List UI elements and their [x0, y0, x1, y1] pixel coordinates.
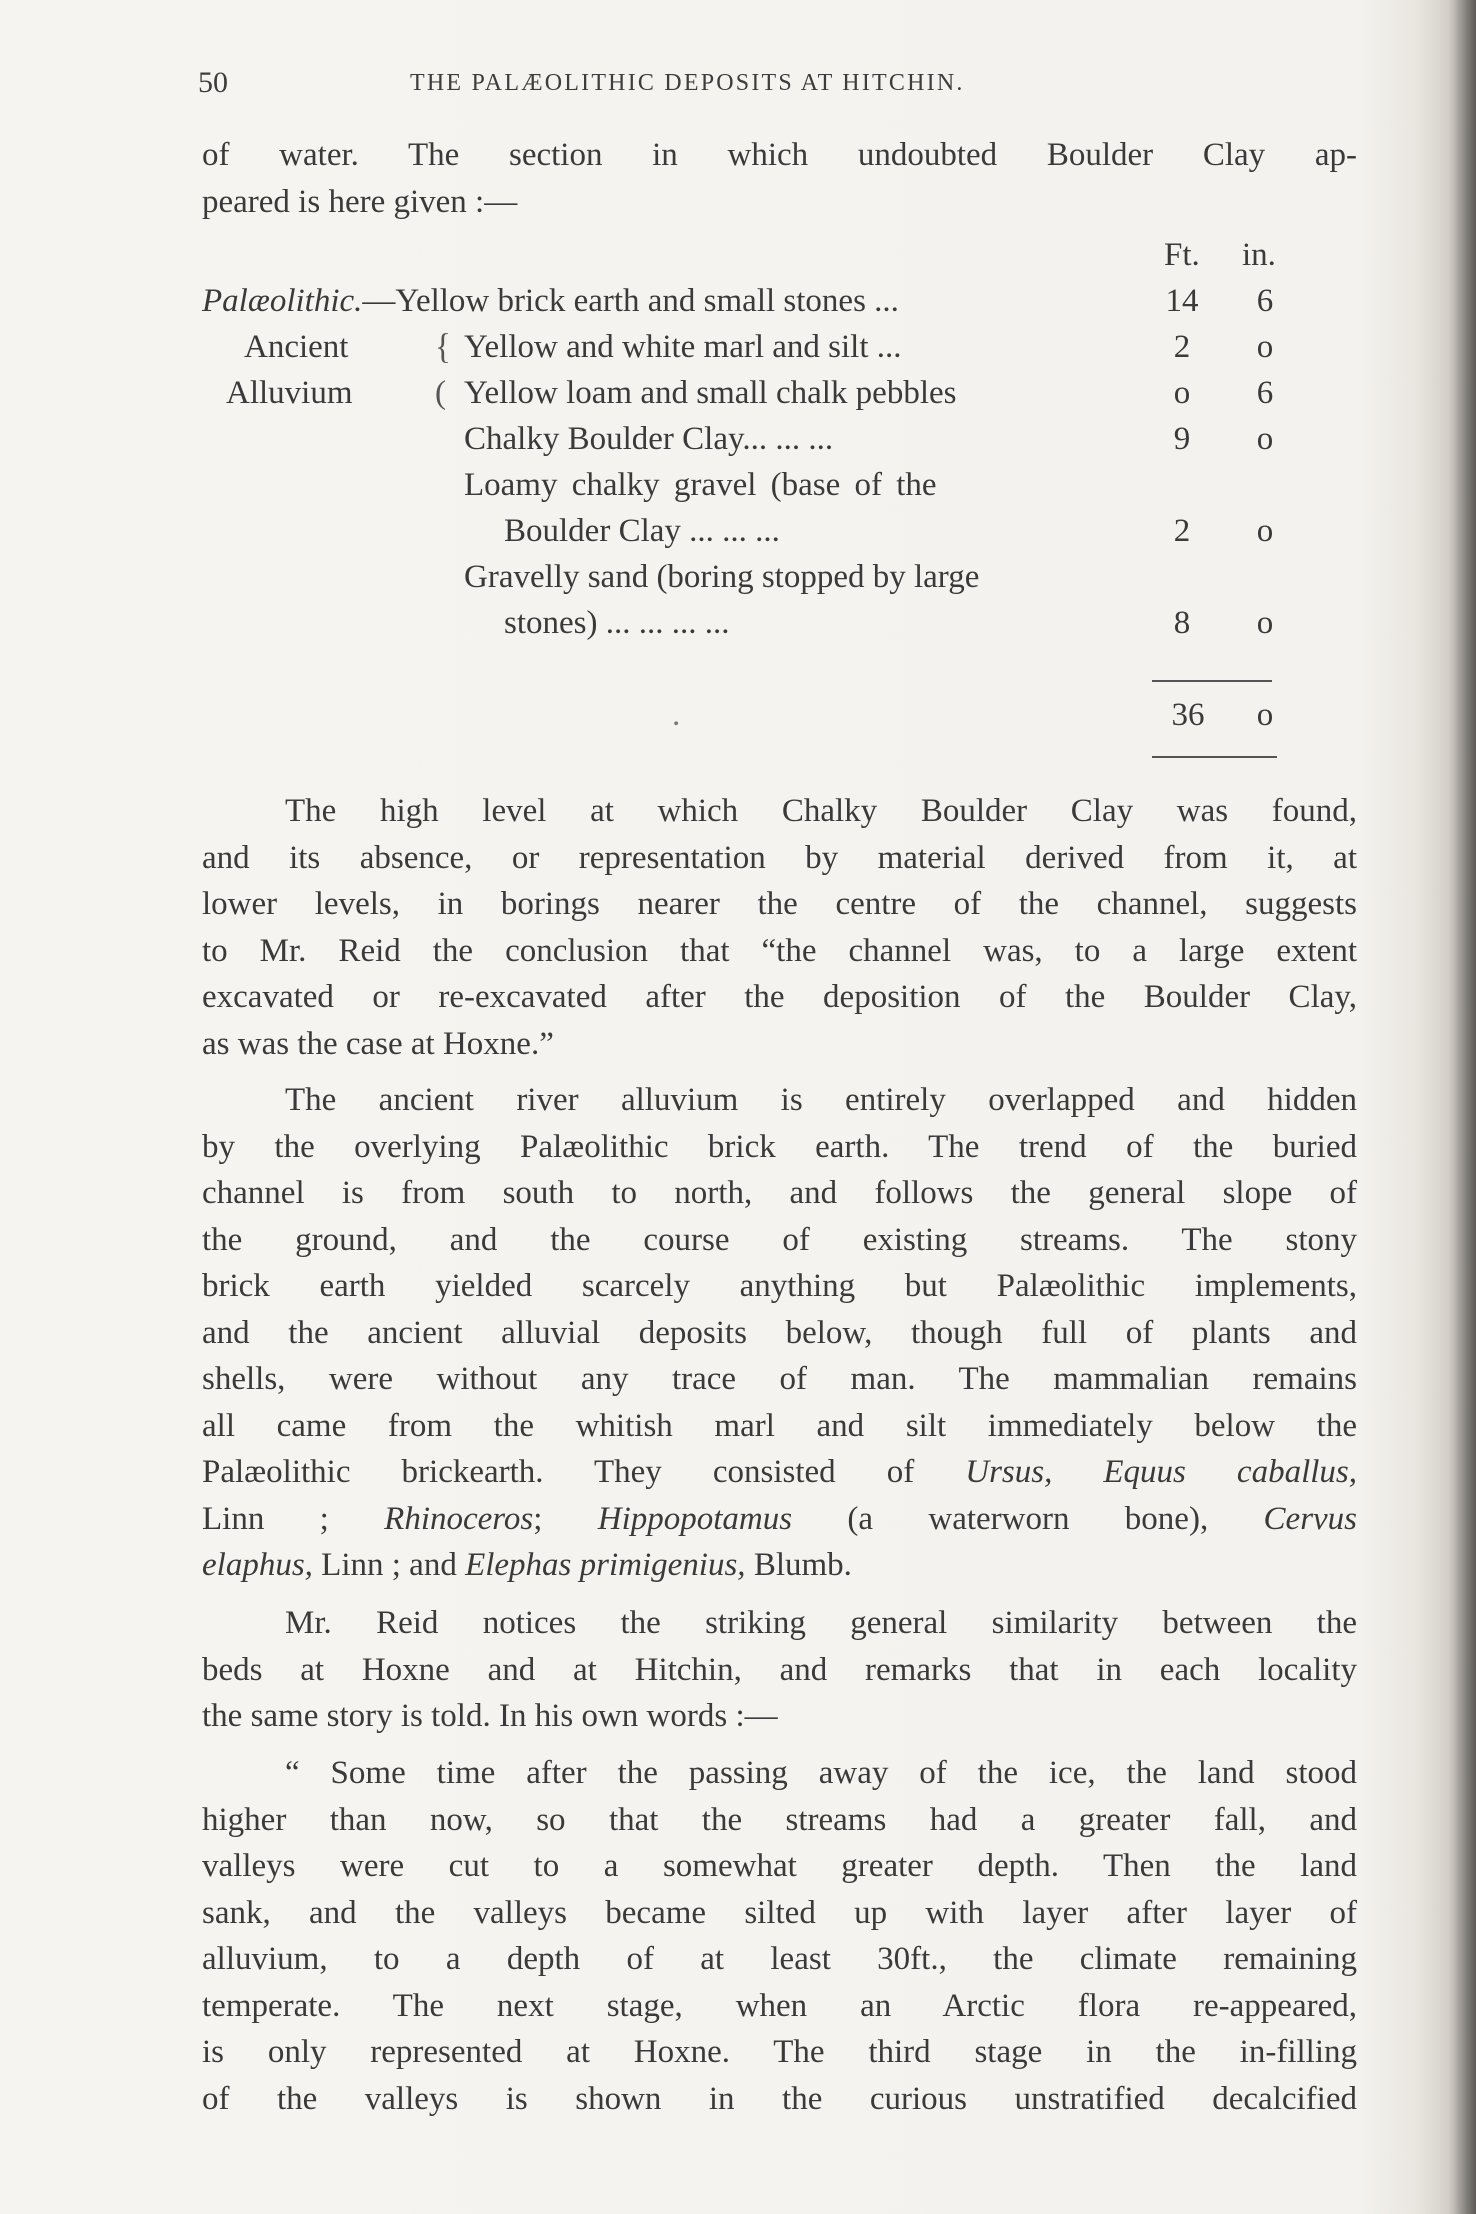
row-label-text: Loamy chalky gravel (base of the — [464, 467, 937, 503]
text-line: and the ancient alluvial deposits below, though full of plants and — [202, 1314, 1357, 1351]
row-ft: o — [1173, 375, 1191, 411]
page-edge-shadow — [1448, 0, 1476, 2214]
row-ft: 14 — [1165, 283, 1199, 319]
text-line: “ Some time after the passing away of the ice, the land stood — [285, 1755, 1357, 1791]
text-line: to Mr. Reid the conclusion that “the channel was, to a large extent — [202, 932, 1357, 969]
text-line: is only represented at Hoxne. The third stage in the in-filling — [202, 2034, 1357, 2070]
row-in: 6 — [1256, 375, 1274, 411]
text-line: lower levels, in borings nearer the centre of the channel, suggests — [202, 886, 1357, 922]
brace-bottom: ( — [435, 375, 446, 411]
text-line: by the overlying Palæolithic brick earth. The trend of the buried — [202, 1128, 1357, 1165]
text-line: the same story is told. In his own words :— — [202, 1698, 778, 1734]
text-line: peared is here given :— — [202, 183, 518, 220]
text-line: channel is from south to north, and follows the general slope of — [202, 1175, 1357, 1211]
row-in: o — [1256, 605, 1274, 641]
row-ft: 8 — [1173, 605, 1191, 641]
stray-dot: . — [672, 697, 681, 733]
table-row — [202, 559, 1282, 605]
row-label-text: Yellow and white marl and silt ... — [464, 329, 902, 365]
table-row — [202, 513, 1282, 559]
text-line: sank, and the valleys became silted up with layer after layer of — [202, 1894, 1357, 1931]
row-group-label: Alluvium — [226, 375, 353, 411]
text-segment: Linn ; — [202, 1500, 329, 1537]
text-segment: (a waterworn bone), — [847, 1500, 1209, 1537]
text-line: The ancient river alluvium is entirely overlapped and hidden — [285, 1082, 1357, 1118]
page-number: 50 — [198, 66, 228, 99]
text-line: The high level at which Chalky Boulder Clay was found, — [285, 793, 1357, 829]
running-title: THE PALÆOLITHIC DEPOSITS AT HITCHIN. — [410, 70, 965, 96]
table-row — [202, 421, 1282, 467]
row-label-text: Boulder Clay ... ... ... — [504, 513, 780, 549]
text-line: alluvium, to a depth of at least 30ft., the climate remaining — [202, 1941, 1357, 1977]
text-segment: Linn ; and — [321, 1547, 457, 1583]
total-ft: 36 — [1171, 697, 1205, 733]
text-segment: Blumb. — [753, 1547, 852, 1583]
row-ft: 9 — [1173, 421, 1191, 457]
row-in: 6 — [1256, 283, 1274, 319]
row-label-text: Chalky Boulder Clay... ... ... — [464, 421, 834, 457]
species-equus: Equus caballus, — [1103, 1454, 1358, 1490]
table-row — [202, 329, 1282, 375]
table-row — [202, 283, 1282, 329]
text-line: temperate. The next stage, when an Arctic flora re-appeared, — [202, 1987, 1357, 2024]
species-rhinoceros: Rhinoceros — [384, 1500, 534, 1537]
paragraph — [202, 1077, 1357, 1589]
row-in: o — [1256, 421, 1274, 457]
text-line — [202, 1496, 1357, 1543]
species-hippopotamus: Hippopotamus — [597, 1500, 793, 1537]
species-cervus: Cervus — [1263, 1500, 1358, 1537]
text-line: excavated or re-excavated after the deposition of the Boulder Clay, — [202, 979, 1357, 1015]
quotation-paragraph — [202, 1750, 1357, 2122]
row-label-text: —Yellow brick earth and small stones ... — [362, 283, 899, 319]
text-line: brick earth yielded scarcely anything but Palæolithic implements, — [202, 1268, 1357, 1304]
table-row — [202, 605, 1282, 651]
sum-rule-bottom — [1152, 756, 1277, 758]
row-label — [202, 283, 899, 320]
brace-top: { — [435, 327, 451, 367]
table-total-row — [202, 697, 1282, 743]
row-in: o — [1256, 513, 1274, 549]
row-label-text: Yellow loam and small chalk pebbles — [464, 375, 957, 411]
table-row — [202, 467, 1282, 513]
row-in: o — [1256, 329, 1274, 365]
text-line — [202, 1449, 1357, 1496]
text-line: valleys were cut to a somewhat greater depth. Then the land — [202, 1848, 1357, 1884]
row-label-text: Gravelly sand (boring stopped by large — [464, 559, 980, 595]
row-ft: 2 — [1173, 329, 1191, 365]
row-label-text: stones) ... ... ... ... — [504, 605, 730, 641]
text-segment: Palæolithic brickearth. They consisted of — [202, 1454, 915, 1490]
text-line: and its absence, or representation by material derived from it, at — [202, 839, 1357, 876]
row-ft: 2 — [1173, 513, 1191, 549]
text-segment: ; — [533, 1500, 543, 1537]
text-line: higher than now, so that the streams had a greater fall, and — [202, 1801, 1357, 1838]
row-label-italic: Palæolithic. — [202, 283, 363, 319]
text-line: Mr. Reid notices the striking general similarity between the — [285, 1605, 1357, 1641]
text-line: of water. The section in which undoubted Boulder Clay ap- — [202, 137, 1357, 173]
column-header-ft: Ft. — [1164, 237, 1200, 273]
sum-rule-top — [1152, 680, 1272, 682]
row-group-label: Ancient — [244, 329, 349, 365]
species-elaphus: elaphus, — [202, 1547, 313, 1583]
text-line — [202, 1542, 1357, 1589]
text-line: of the valleys is shown in the curious unstratified decalcified — [202, 2080, 1357, 2117]
intro-paragraph — [202, 132, 1357, 225]
total-in: o — [1256, 697, 1274, 733]
paragraph — [202, 1600, 1357, 1740]
text-line: all came from the whitish marl and silt immediately below the — [202, 1407, 1357, 1444]
page-header — [198, 66, 1278, 106]
text-line: as was the case at Hoxne.” — [202, 1025, 554, 1062]
text-line: shells, were without any trace of man. The mammalian remains — [202, 1361, 1357, 1397]
species-elephas: Elephas primigenius, — [465, 1547, 746, 1583]
table-row — [202, 375, 1282, 421]
text-line: the ground, and the course of existing streams. The stony — [202, 1221, 1357, 1258]
table-header-row — [202, 237, 1282, 283]
text-line: beds at Hoxne and at Hitchin, and remarks that in each locality — [202, 1651, 1357, 1688]
species-ursus: Ursus, — [965, 1454, 1053, 1490]
column-header-in: in. — [1242, 237, 1276, 273]
paragraph — [202, 788, 1357, 1067]
